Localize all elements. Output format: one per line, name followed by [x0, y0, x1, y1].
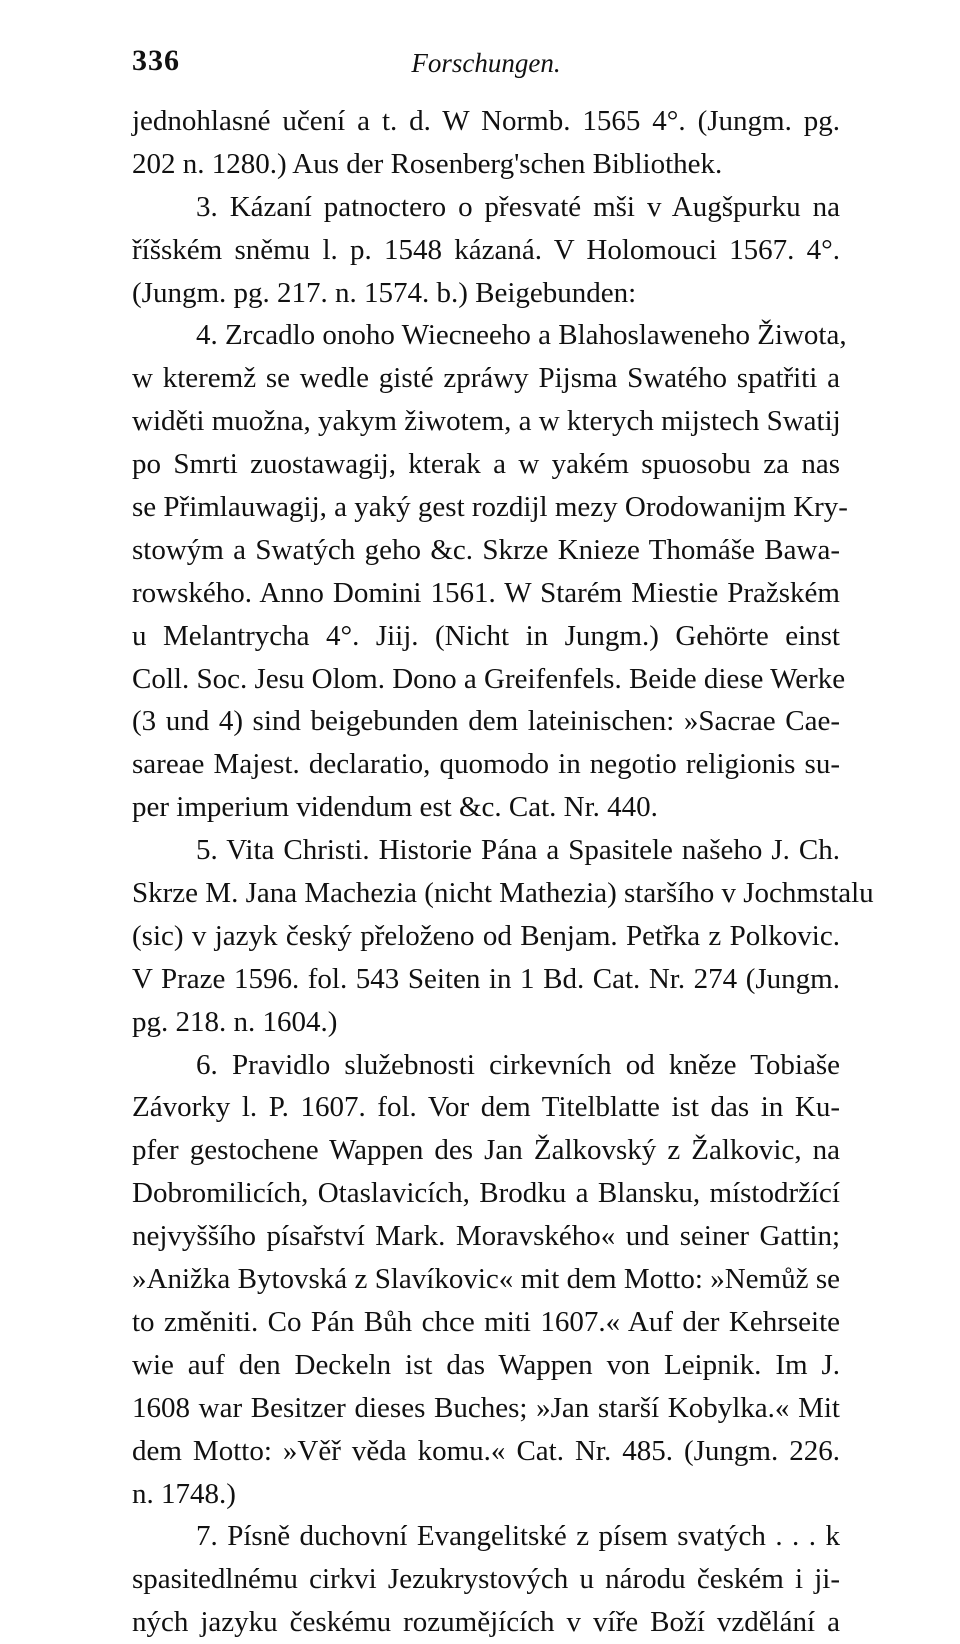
text-line: 5. Vita Christi. Historie Pána a Spasitele našeho J. Ch.	[196, 834, 840, 867]
text-line: to změniti. Co Pán Bůh chce miti 1607.« Auf der Kehrseite	[132, 1305, 840, 1338]
text-line: sareae Majest. declaratio, quomodo in negotio religionis su-	[132, 748, 840, 781]
text-line: 4. Zrcadlo onoho Wiecneeho a Blahoslaweneho Žiwota,	[196, 319, 847, 352]
text-line: 7. Písně duchovní Evangelitské z písem svatých . . . k	[196, 1520, 840, 1553]
text-line: u Melantrycha 4°. Jiij. (Nicht in Jungm.) Gehörte einst	[132, 619, 840, 652]
text-line: Skrze M. Jana Machezia (nicht Mathezia) staršího v Jochmstalu	[132, 877, 874, 910]
page-header	[132, 40, 840, 80]
text-line: wie auf den Deckeln ist das Wappen von Leipnik. Im J.	[132, 1348, 840, 1381]
text-line: (sic) v jazyk český přeloženo od Benjam. Petřka z Polkovic.	[132, 919, 840, 952]
text-line: V Praze 1596. fol. 543 Seiten in 1 Bd. Cat. Nr. 274 (Jungm.	[132, 962, 840, 995]
text-line: nejvyššího písařství Mark. Moravského« und seiner Gattin;	[132, 1220, 840, 1253]
text-line: Dobromilicích, Otaslavicích, Brodku a Blansku, místodržící	[132, 1177, 840, 1210]
text-line: »Anižka Bytovská z Slavíkovic« mit dem Motto: »Nemůž se	[132, 1263, 840, 1296]
text-line: stowým a Swatých geho &c. Skrze Knieze Thomáše Bawa-	[132, 533, 840, 566]
text-line: per imperium videndum est &c. Cat. Nr. 440.	[132, 791, 658, 824]
text-line: spasitedlnému cirkvi Jezukrystových u národu českém i ji-	[132, 1563, 840, 1596]
text-line: jednohlasné učení a t. d. W Normb. 1565 4°. (Jungm. pg.	[132, 105, 840, 137]
text-line: ných jazyku českému rozumějících v víře Boží vzdělání a	[132, 1606, 840, 1639]
text-line: Závorky l. P. 1607. fol. Vor dem Titelblatte ist das in Ku-	[132, 1091, 840, 1124]
text-line: říšském sněmu l. p. 1548 kázaná. V Holomouci 1567. 4°.	[132, 233, 840, 266]
page-number: 336	[132, 44, 180, 77]
body-text	[132, 100, 874, 1644]
text-line: dem Motto: »Věř věda komu.« Cat. Nr. 485. (Jungm. 226.	[132, 1434, 840, 1467]
text-line: (Jungm. pg. 217. n. 1574. b.) Beigebunden:	[132, 276, 637, 309]
text-line: w kteremž se wedle gisté zpráwy Pijsma Swatého spatřiti a	[132, 362, 840, 395]
text-line: n. 1748.)	[132, 1477, 236, 1510]
text-line: 202 n. 1280.) Aus der Rosenberg'schen Bibliothek.	[132, 147, 723, 180]
text-line: po Smrti zuostawagij, kterak a w yakém spuosobu za nas	[132, 448, 840, 481]
text-line: pg. 218. n. 1604.)	[132, 1005, 338, 1038]
text-line: 1608 war Besitzer dieses Buches; »Jan starší Kobylka.« Mit	[132, 1391, 840, 1424]
text-line: widěti muožna, yakym žiwotem, a w kterych mijstech Swatij	[132, 405, 841, 438]
text-line: 3. Kázaní patnoctero o přesvaté mši v Augšpurku na	[196, 190, 840, 223]
text-line: se Přimlauwagij, a yaký gest rozdijl mezy Orodowanijm Kry-	[132, 491, 848, 524]
text-line: 6. Pravidlo služebnosti cirkevních od kněze Tobiaše	[196, 1048, 840, 1081]
text-line: (3 und 4) sind beigebunden dem lateinischen: »Sacrae Cae-	[132, 705, 840, 738]
text-line: pfer gestochene Wappen des Jan Žalkovský z Žalkovic, na	[132, 1134, 840, 1167]
text-line: rowského. Anno Domini 1561. W Starém Miestie Pražském	[132, 576, 840, 609]
text-line: Coll. Soc. Jesu Olom. Dono a Greifenfels. Beide diese Werke	[132, 662, 846, 695]
running-title: Forschungen.	[411, 48, 561, 78]
